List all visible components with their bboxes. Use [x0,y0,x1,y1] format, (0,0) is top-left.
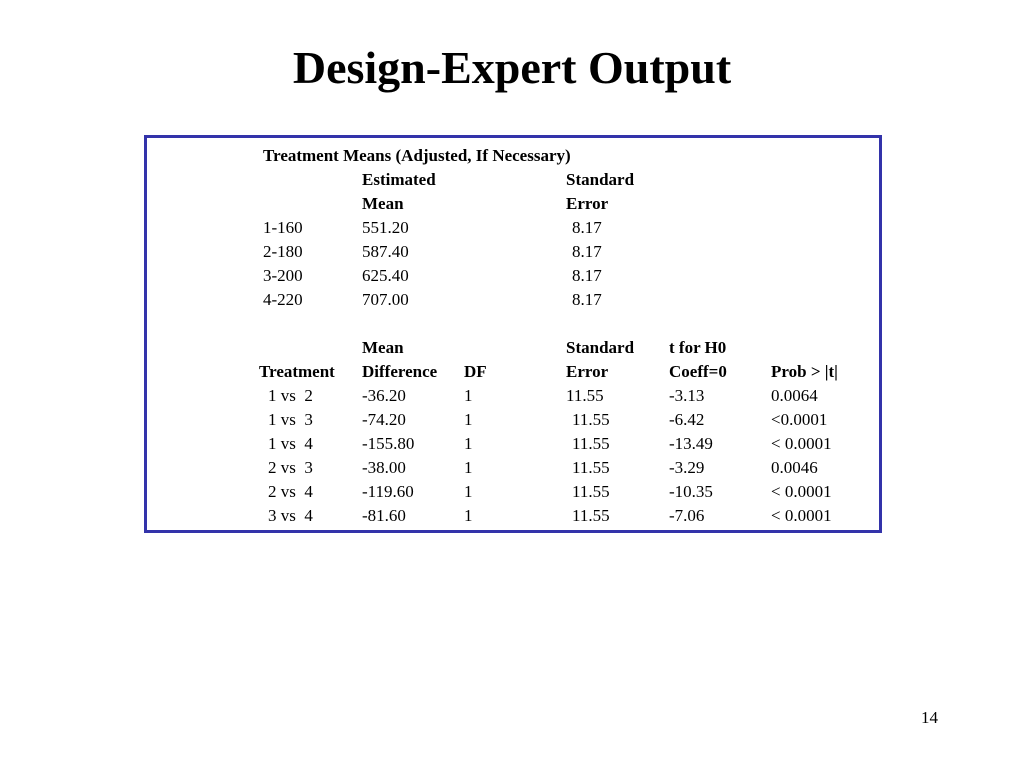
t-value-cell: -10.35 [669,482,713,501]
prob-cell: < 0.0001 [771,434,832,453]
treatment-cell: 1-160 [263,218,303,237]
comparison-row [147,456,879,480]
std-error-cell: 8.17 [572,242,602,261]
output-box [144,135,882,533]
comparison-row [147,384,879,408]
df-cell: 1 [464,482,473,501]
t-value-cell: -3.13 [669,386,705,405]
prob-cell: <0.0001 [771,410,828,429]
mean-header: Mean [362,194,404,213]
std-error-cell: 11.55 [572,482,610,501]
means-row [147,264,879,288]
std-error-cell: 11.55 [572,506,610,525]
prob-cell: 0.0064 [771,386,818,405]
means-row [147,216,879,240]
df-cell: 1 [464,386,473,405]
t-value-cell: -13.49 [669,434,713,453]
prob-cell: < 0.0001 [771,506,832,525]
t-value-cell: -7.06 [669,506,705,525]
mean-cell: 625.40 [362,266,409,285]
std-error-cell: 8.17 [572,266,602,285]
treatment-cell: 1 vs 4 [268,434,313,453]
means-row [147,240,879,264]
df-cell: 1 [464,506,473,525]
slide-title: Design-Expert Output [292,42,732,93]
standard-header: Standard [566,338,635,357]
std-error-cell: 11.55 [572,434,610,453]
df-cell: 1 [464,458,473,477]
mean-cell: 551.20 [362,218,409,237]
means-heading-row [147,144,879,168]
treatment-cell: 1 vs 2 [268,386,313,405]
std-error-cell: 11.55 [572,458,610,477]
treatment-cell: 4-220 [263,290,303,309]
std-error-cell: 11.55 [572,410,610,429]
treatment-cell: 2-180 [263,242,303,261]
comparison-row [147,408,879,432]
treatment-cell: 3 vs 4 [268,506,313,525]
mean-diff-cell: -81.60 [362,506,406,525]
treatment-cell: 3-200 [263,266,303,285]
mean-diff-cell: -36.20 [362,386,406,405]
df-cell: 1 [464,434,473,453]
coeff-header: Coeff=0 [669,362,727,381]
std-error-cell: 8.17 [572,290,602,309]
treatment-cell: 2 vs 4 [268,482,313,501]
means-header-row-2 [147,192,879,216]
comparison-row [147,504,879,528]
comparison-row [147,432,879,456]
comparison-row [147,480,879,504]
comparison-header-row-1 [147,336,879,360]
mean-diff-cell: -119.60 [362,482,414,501]
means-heading: Treatment Means (Adjusted, If Necessary) [263,146,571,165]
means-header-row-1 [147,168,879,192]
prob-header: Prob > |t| [771,362,838,381]
mean-diff-cell: -74.20 [362,410,406,429]
page-number: 14 [921,708,938,727]
estimated-header: Estimated [362,170,436,189]
mean-header: Mean [362,338,404,357]
treatment-cell: 1 vs 3 [268,410,313,429]
df-cell: 1 [464,410,473,429]
difference-header: Difference [362,362,438,381]
t-value-cell: -3.29 [669,458,705,477]
prob-cell: 0.0046 [771,458,818,477]
t-for-h0-header: t for H0 [669,338,727,357]
means-row [147,288,879,312]
treatment-header: Treatment [259,362,335,381]
std-error-cell: 11.55 [566,386,604,405]
prob-cell: < 0.0001 [771,482,832,501]
treatment-cell: 2 vs 3 [268,458,313,477]
std-error-cell: 8.17 [572,218,602,237]
mean-cell: 587.40 [362,242,409,261]
error-header: Error [566,362,609,381]
df-header: DF [464,362,487,381]
standard-header: Standard [566,170,635,189]
error-header: Error [566,194,609,213]
mean-diff-cell: -155.80 [362,434,415,453]
mean-cell: 707.00 [362,290,409,309]
comparison-header-row-2 [147,360,879,384]
mean-diff-cell: -38.00 [362,458,406,477]
t-value-cell: -6.42 [669,410,705,429]
